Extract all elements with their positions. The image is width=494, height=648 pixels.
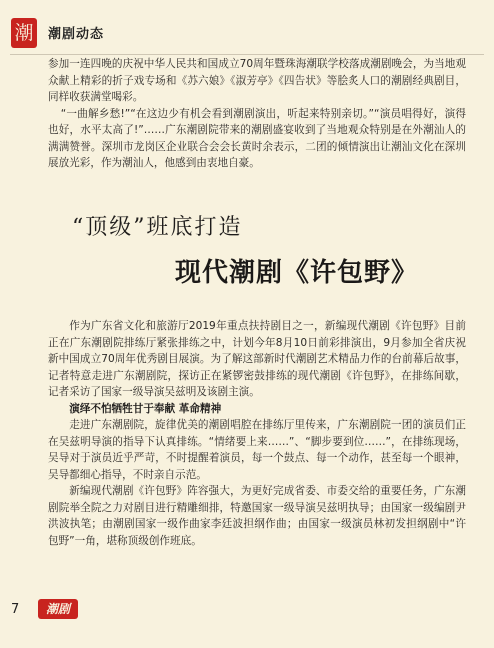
intro-paragraph-1: 参加一连四晚的庆祝中华人民共和国成立70周年暨珠海潮联学校落成潮剧晚会，为当地观众献上精彩的折子戏专场和《苏六娘》《淑芳亭》《四告状》等脍炙人口的潮剧经典剧目，同样收获满堂喝彩。 <box>48 58 466 103</box>
headline-line-2: 现代潮剧《许包野》 <box>175 258 419 288</box>
body-paragraph-2: 走进广东潮剧院，旋律优美的潮剧唱腔在排练厅里传来，广东潮剧院一团的演员们正在吴兹明导演的指导下认真排练。“情绪要上来……”、“脚步要到位……”，在排练现场，吴导对于演员近乎严苛，不时提醒着演员，每一个鼓点、每一个动作，甚至每一个眼神，吴导都细心指导，不时亲自示范。 <box>48 419 466 481</box>
intro-paragraph-2: “一曲解乡愁!”“在这边少有机会看到潮剧演出，听起来特别亲切。”“演员唱得好，演得也好，水平太高了!”……广东潮剧院带来的潮剧盛宴收到了当地观众特别是在外潮汕人的满满赞誉。深圳市龙岗区企业联合会会长黄时余表示，二团的倾情演出让潮汕文化在深圳展放光彩，作为潮汕人，他感到由衷地自豪。 <box>48 107 466 169</box>
magazine-logo-seal: 潮 <box>11 18 37 48</box>
headline-line-1: “顶级”班底打造 <box>72 215 243 240</box>
footer-logo: 潮剧 <box>38 599 78 619</box>
page-header <box>0 14 494 54</box>
body-paragraph-1: 作为广东省文化和旅游厅2019年重点扶持剧目之一，新编现代潮剧《许包野》目前正在广东潮剧院排练厅紧张排练之中，计划今年8月10日前彩排演出，9月参加全省庆祝新中国成立70周年优秀剧目展演。为了解这部新时代潮剧艺术精品力作的台前幕后故事，记者特意走进广东潮剧院，探访正在紧锣密鼓排练的现代潮剧《许包野》，在排练间歇，记者采访了国家一级导演吴兹明及该剧主演。 <box>48 320 466 398</box>
article-subhead: 演绎不怕牺牲甘于奉献 革命精神 <box>69 402 222 415</box>
page-footer <box>0 596 494 626</box>
section-title: 潮剧动态 <box>48 27 105 42</box>
header-divider <box>10 54 484 55</box>
page-number: 7 <box>11 602 20 617</box>
article-intro <box>48 56 466 172</box>
body-paragraph-3: 新编现代潮剧《许包野》阵容强大，为更好完成省委、市委交给的重要任务，广东潮剧院举全院之力对剧目进行精雕细排，特邀国家一级导演吴兹明执导；由国家一级编剧尹洪波执笔；由潮剧国家一级作曲家李廷波担纲作曲；由国家一级演员林初发担纲剧中“许包野”一角，堪称顶级创作班底。 <box>48 485 466 547</box>
article-body <box>48 318 466 549</box>
